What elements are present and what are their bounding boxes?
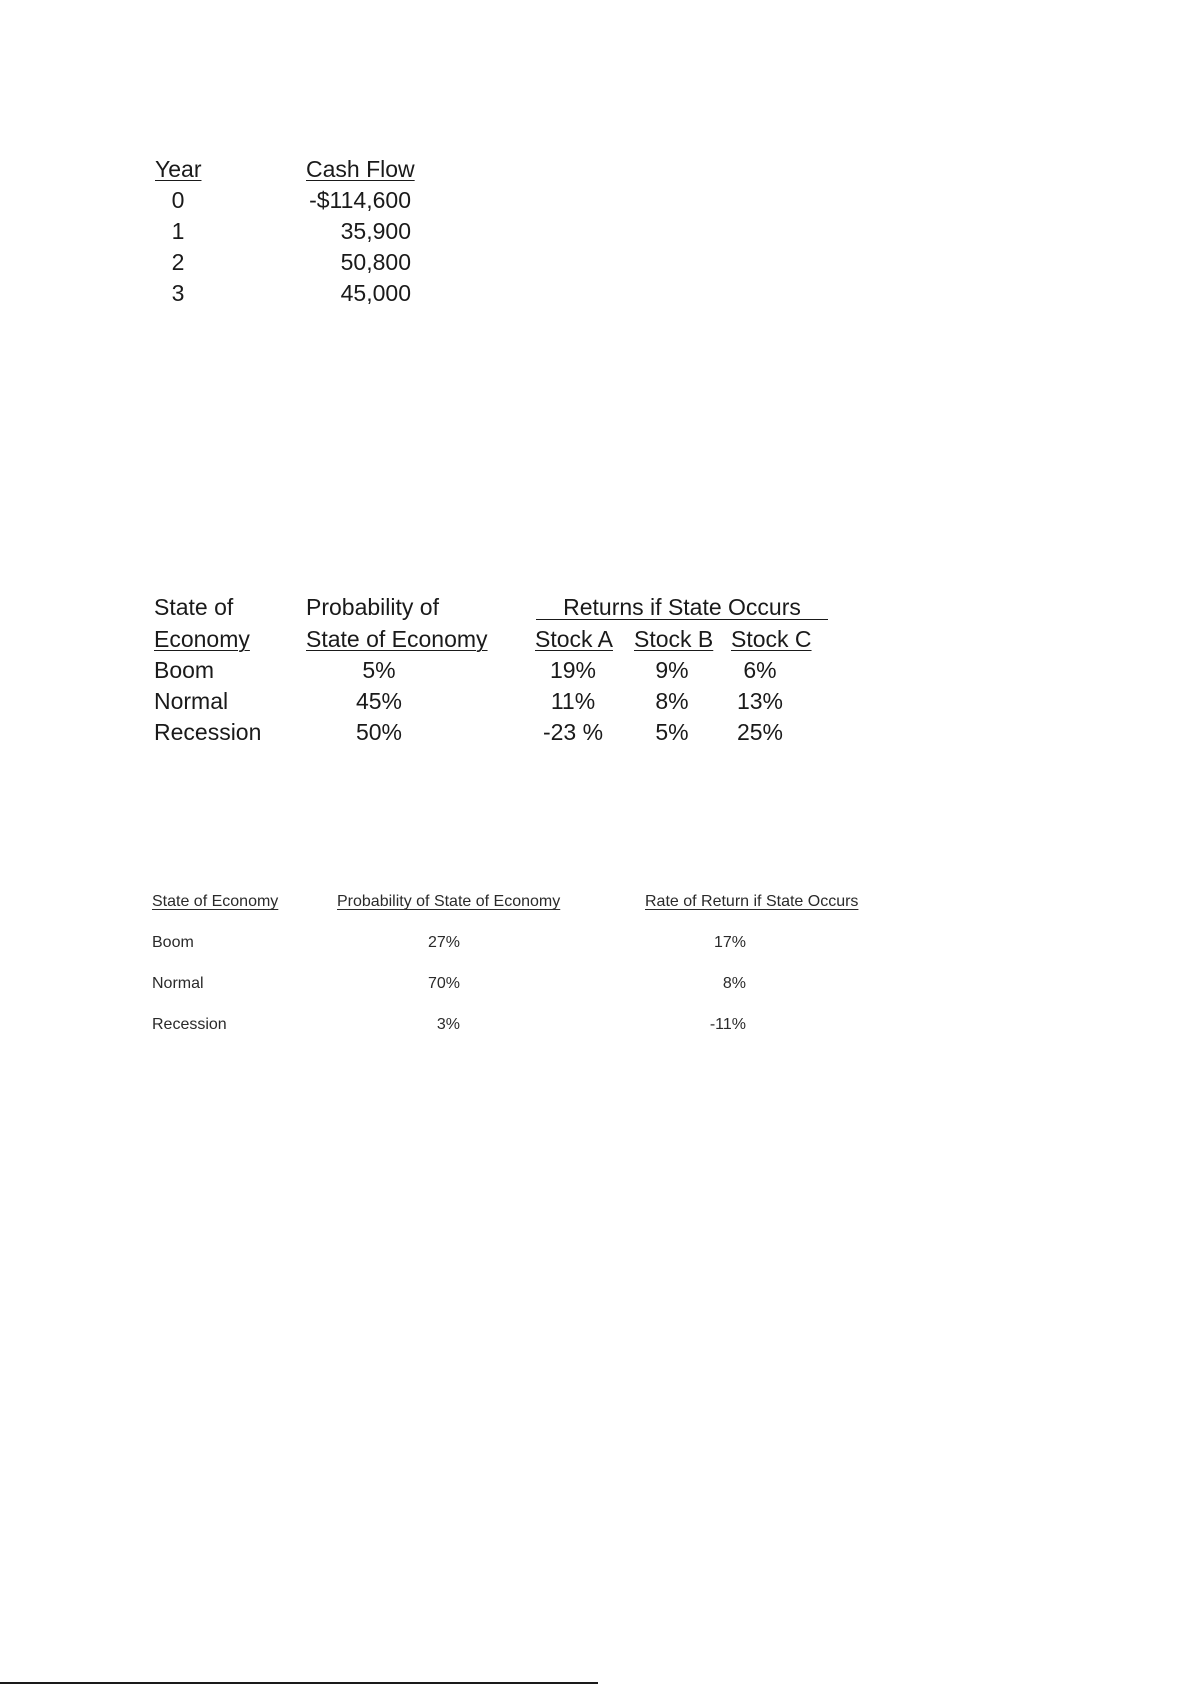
prob-cell: 70% <box>427 975 460 992</box>
prob-header-line2: State of Economy <box>306 626 488 652</box>
stock-a-cell: 11% <box>550 688 596 714</box>
state-cell: Normal <box>152 975 204 992</box>
returns-span-underline <box>536 619 828 620</box>
return-cell: 8% <box>722 975 746 992</box>
prob-header: Probability of State of Economy <box>337 893 561 910</box>
stock-b-cell: 8% <box>655 688 689 714</box>
prob-cell: 3% <box>436 1016 460 1033</box>
state-header: State of Economy <box>152 893 279 910</box>
state-cell: Recession <box>154 719 262 745</box>
return-header: Rate of Return if State Occurs <box>645 893 859 910</box>
stock-a-header: Stock A <box>535 626 613 652</box>
year-cell: 2 <box>171 249 185 275</box>
year-cell: 0 <box>171 187 185 213</box>
state-cell: Recession <box>152 1016 227 1033</box>
state-cell: Boom <box>154 657 215 683</box>
stock-b-header: Stock B <box>634 626 714 652</box>
cash-flow-cell: 35,900 <box>340 218 411 244</box>
returns-span-header: Returns if State Occurs <box>563 594 801 620</box>
stock-c-cell: 6% <box>743 657 777 683</box>
stock-b-cell: 5% <box>655 719 689 745</box>
prob-header-line1: Probability of <box>306 594 439 620</box>
state-cell: Boom <box>152 934 194 951</box>
cash-flow-cell: -$114,600 <box>309 187 411 213</box>
year-cell: 3 <box>171 280 185 306</box>
stock-c-cell: 25% <box>736 719 784 745</box>
state-header-line1: State of <box>154 594 234 620</box>
return-cell: -11% <box>709 1016 746 1033</box>
prob-cell: 50% <box>355 719 403 745</box>
state-cell: Normal <box>154 688 229 714</box>
stock-c-cell: 13% <box>736 688 784 714</box>
year-header: Year <box>155 156 202 182</box>
stock-a-cell: -23 % <box>542 719 604 745</box>
stock-b-cell: 9% <box>655 657 689 683</box>
year-cell: 1 <box>171 218 185 244</box>
state-header-line2: Economy <box>154 626 250 652</box>
prob-cell: 27% <box>427 934 460 951</box>
stock-a-cell: 19% <box>549 657 597 683</box>
stock-c-header: Stock C <box>731 626 812 652</box>
return-cell: 17% <box>713 934 746 951</box>
cash-flow-cell: 50,800 <box>340 249 411 275</box>
cash-flow-cell: 45,000 <box>340 280 411 306</box>
prob-cell: 5% <box>362 657 396 683</box>
prob-cell: 45% <box>355 688 403 714</box>
page-bottom-rule <box>0 1682 598 1684</box>
cash-flow-header: Cash Flow <box>306 156 415 182</box>
